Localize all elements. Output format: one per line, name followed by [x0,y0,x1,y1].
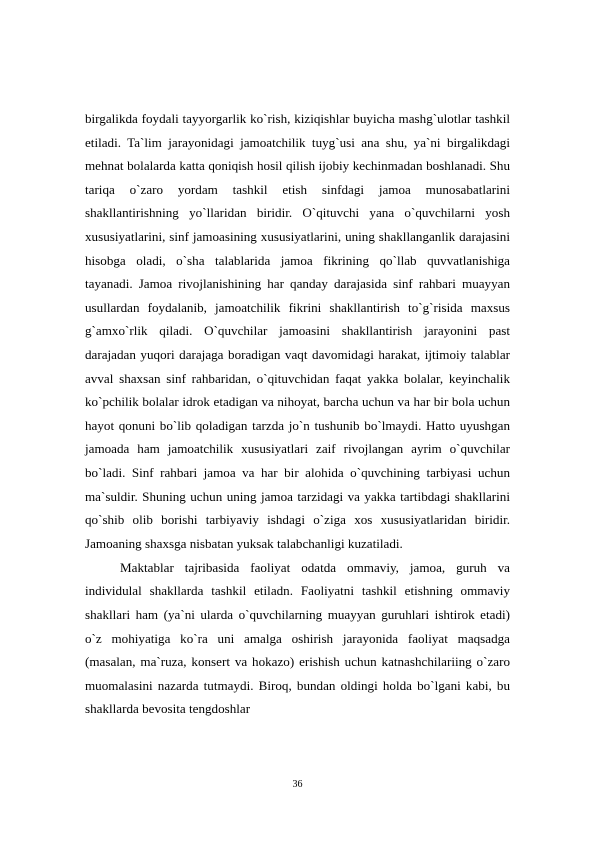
body-text [85,107,510,721]
paragraph-2: Maktablar tajribasida faoliyat odatda ommaviy, jamoa, guruh va individulal shakllarda tashkil etiladn. Faoliyatni tashkil etishning ommaviy shakllari ham (ya`ni ularda o`quvchilarning muayyan guruhlari ishtirok etadi) o`z mohiyatiga ko`ra uni amalga oshirish jarayonida faoliyat maqsadga (masalan, ma`ruza, konsert va hokazo) erishish uchun katnashchilariing o`zaro muomalasini nazarda tutmaydi. Biroq, bundan oldingi holda bo`lgani kabi, bu shakllarda bevosita tengdoshlar [85,559,510,717]
page-number: 36 [292,779,303,790]
paragraph-1: birgalikda foydali tayyorgarlik ko`rish, kiziqishlar buyicha mashg`ulotlar tashkil etiladi. Ta`lim jarayonidagi jamoatchilik tuyg`usi ana shu, ya`ni birgalikdagi mehnat bolalarda katta qoniqish hosil qilish ijobiy kechinmadan boshlanadi. Shu tariqa o`zaro yordam tashkil etish sinfdagi jamoa munosabatlarini shakllantirishning yo`llaridan biridir. O`qituvchi yana o`quvchilarni yosh xususiyatlarini, sinf jamoasining xususiyatlarini, uning shakllanganlik darajasini hisobga oladi, o`sha talablarida jamoa fikrining qo`llab quvvatlanishiga tayanadi. Jamoa rivojlanishining har qanday darajasida sinf rahbari muayyan usullardan foydalanib, jamoatchilik fikrini shakllantirish to`g`risida maxsus g`amxo`rlik qiladi. O`quvchilar jamoasini shakllantirish jarayonini past darajadan yuqori darajaga boradigan vaqt davomidagi harakat, ijtimoiy talablar avval shaxsan sinf rahbaridan, o`qituvchidan faqat yakka bolalar, keyinchalik ko`pchilik bolalar idrok etadigan va nihoyat, barcha uchun va har bir bola uchun hayot qonuni bo`lib qoladigan tarzda jo`n tushunib bo`lmaydi. Hatto uyushgan jamoada ham jamoatchilik xususiyatlari zaif rivojlangan ayrim o`quvchilar bo`ladi. Sinf rahbari jamoa va har bir alohida o`quvchining tarbiyasi uchun ma`suldir. Shuning uchun uning jamoa tarzidagi va yakka tartibdagi shakllarini qo`shib olib borishi tarbiyaviy ishdagi o`ziga xos xususiyatlaridan biridir. Jamoaning shaxsga nisbatan yuksak talabchanligi kuzatiladi. [85,111,510,551]
